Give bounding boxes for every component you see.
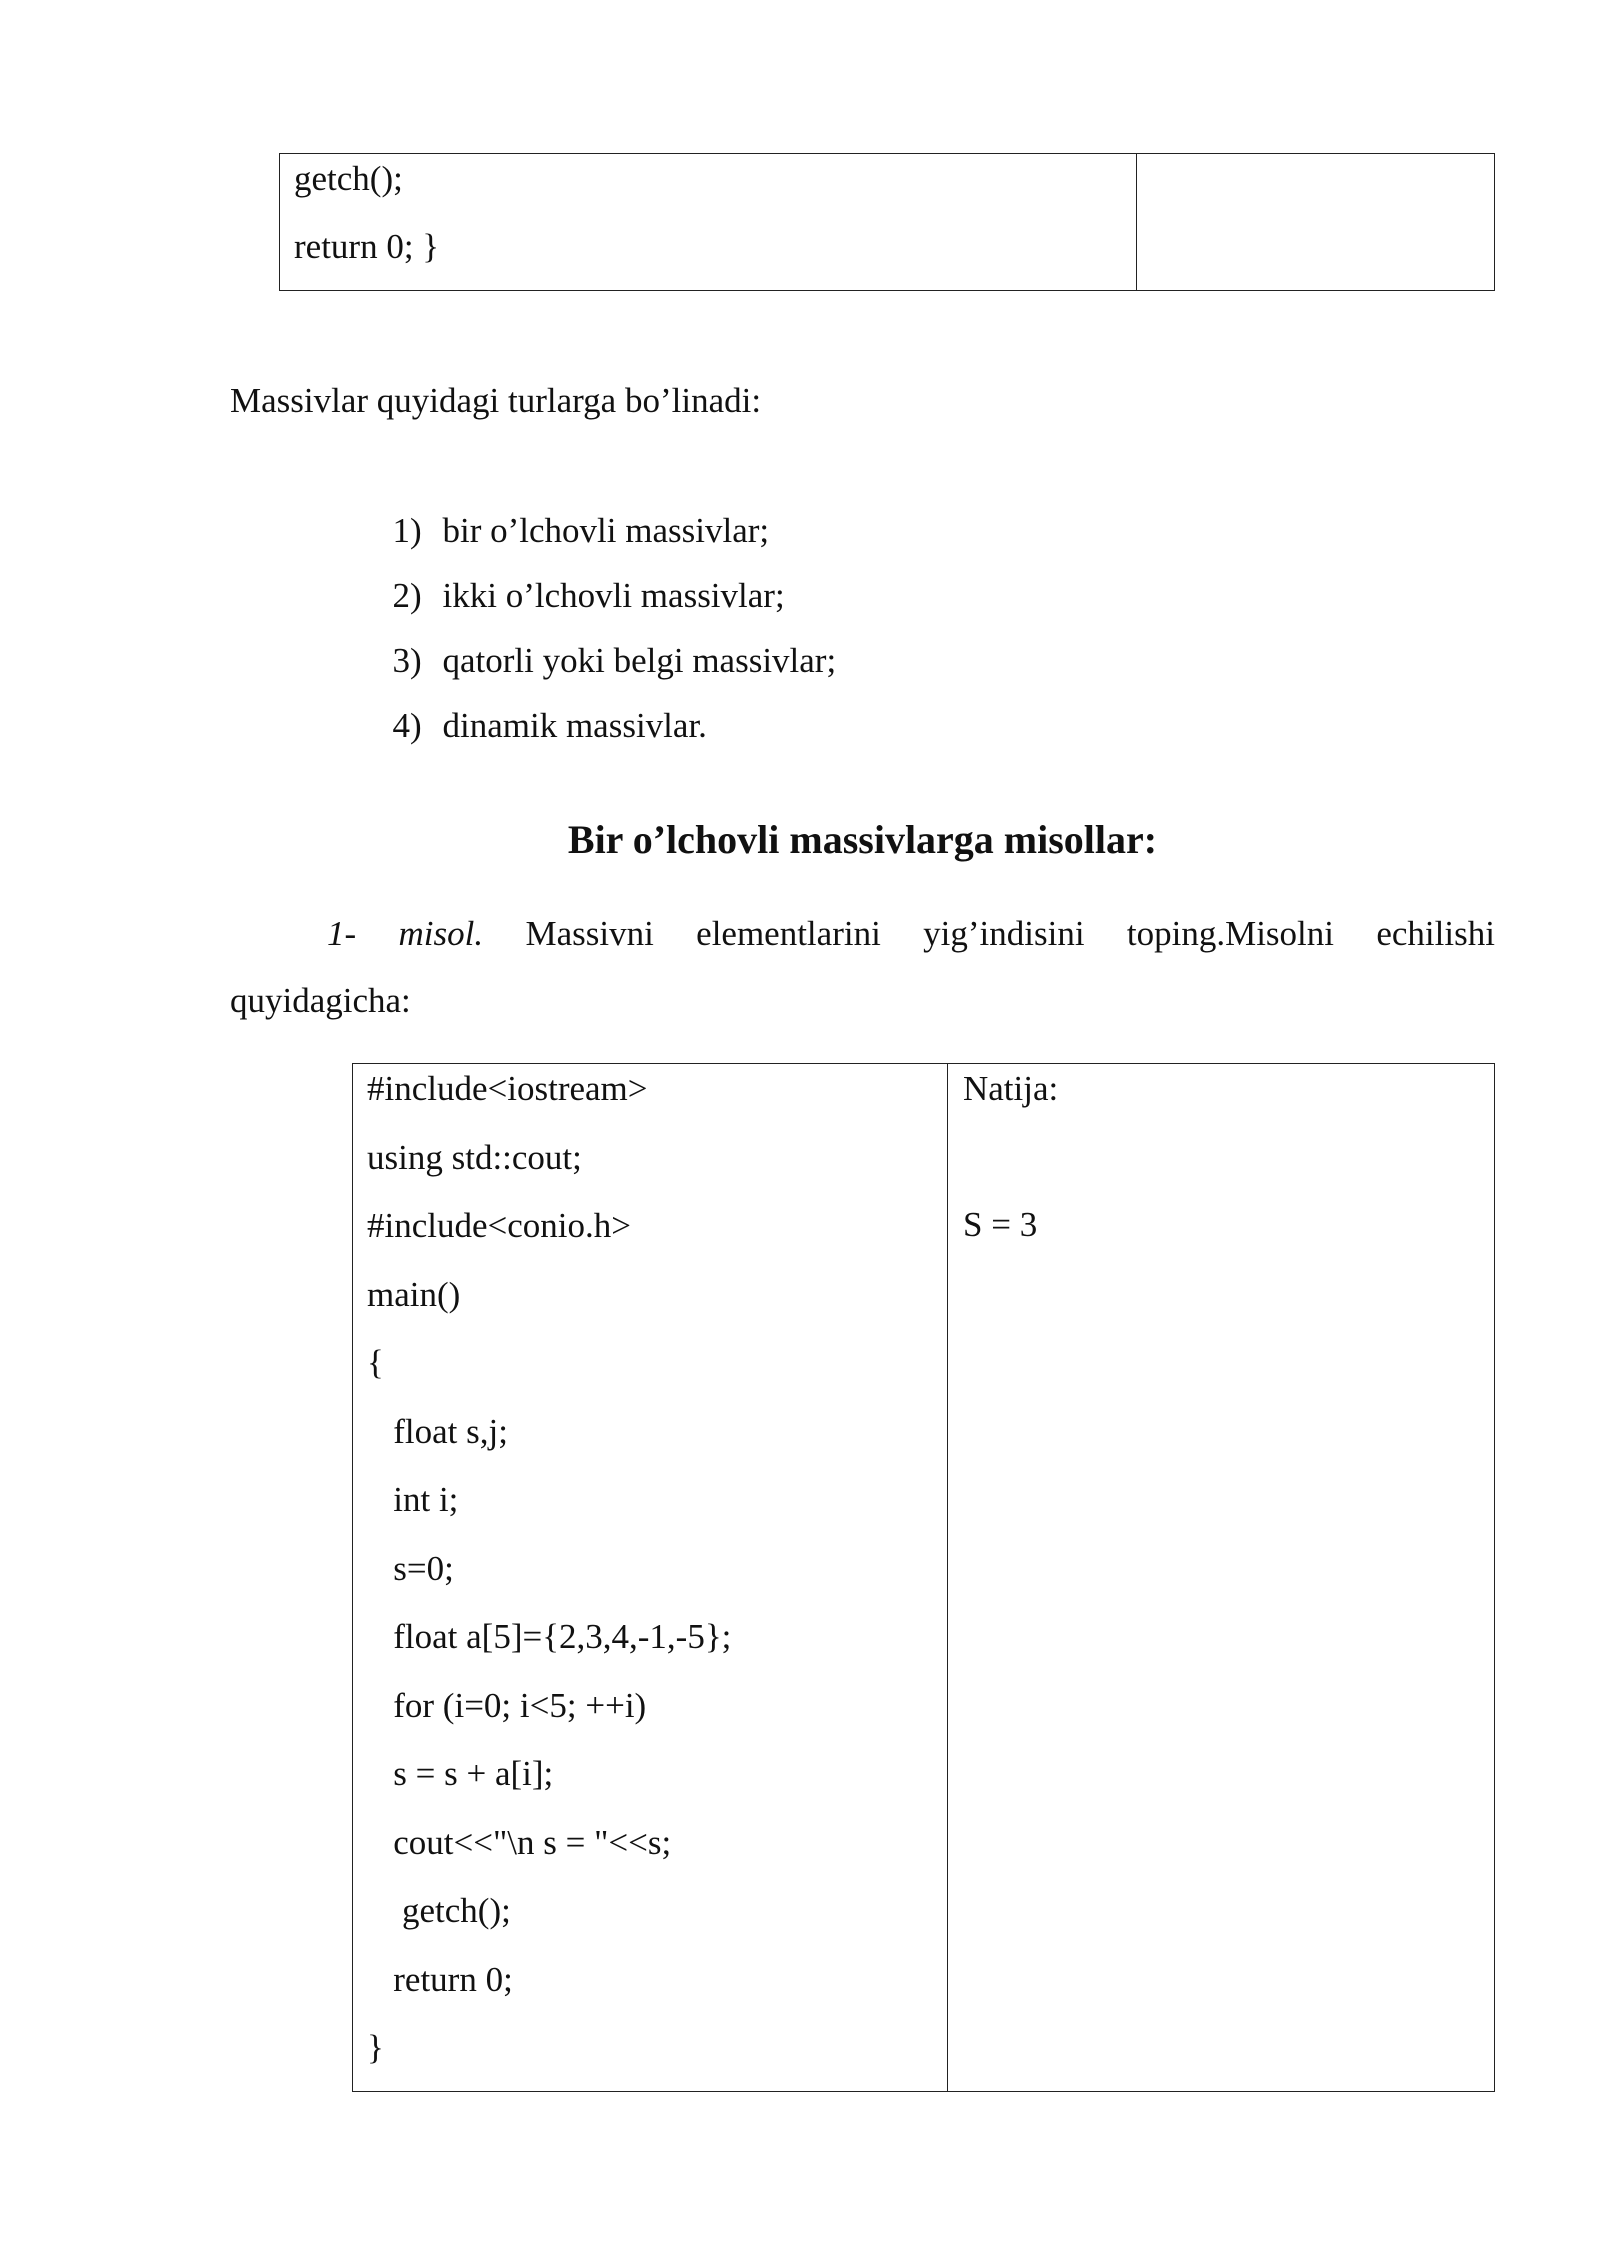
code-line: s = s + a[i]; — [367, 1754, 554, 1793]
list-number: 4) — [392, 706, 422, 745]
code-continuation-table — [279, 153, 1495, 291]
list-text: qatorli yoki belgi massivlar; — [442, 641, 837, 680]
code-line: #include<iostream> — [367, 1069, 648, 1108]
code-line: #include<conio.h> — [367, 1206, 632, 1245]
code-line: s=0; — [367, 1548, 454, 1588]
example-label-number: 1- — [327, 914, 357, 953]
table-divider — [947, 1064, 948, 2091]
code-line: int i; — [367, 1480, 459, 1519]
code-line: { — [367, 1343, 384, 1382]
example-word: Massivni — [525, 914, 654, 953]
example-paragraph-line — [327, 913, 1495, 955]
example-word: elementlarini — [696, 914, 881, 953]
list-number: 2) — [392, 576, 422, 615]
example-word: toping.Misolni — [1126, 914, 1335, 953]
section-heading: Bir o’lchovli massivlarga misollar: — [567, 817, 1158, 862]
list-item — [375, 663, 707, 747]
list-text: dinamik massivlar. — [442, 706, 707, 745]
table-divider — [1136, 154, 1137, 290]
code-line: main() — [367, 1274, 461, 1314]
code-line: getch(); — [367, 1891, 511, 1930]
result-label: Natija: — [963, 1069, 1059, 1108]
code-line: using std::cout; — [367, 1137, 582, 1177]
example-paragraph-continuation: quyidagicha: — [230, 981, 411, 1020]
example-label-word: misol. — [398, 914, 484, 953]
example-word: echilishi — [1376, 914, 1495, 953]
list-text: ikki o’lchovli massivlar; — [442, 576, 785, 615]
list-number: 3) — [392, 641, 422, 680]
intro-paragraph: Massivlar quyidagi turlarga bo’linadi: — [230, 381, 762, 420]
code-line: getch(); — [294, 159, 403, 198]
code-line: return 0; — [367, 1959, 513, 1999]
code-example-table — [352, 1063, 1495, 2092]
code-line: return 0; } — [294, 227, 440, 266]
code-line: for (i=0; i<5; ++i) — [367, 1685, 647, 1725]
list-number: 1) — [392, 511, 422, 550]
code-line: float s,j; — [367, 1411, 508, 1451]
code-line: cout<<"\n s = "<<s; — [367, 1822, 672, 1862]
result-value: S = 3 — [963, 1205, 1038, 1244]
code-line: } — [367, 2028, 384, 2067]
code-line: float a[5]={2,3,4,-1,-5}; — [367, 1617, 732, 1656]
example-word: yig’indisini — [923, 914, 1085, 953]
list-text: bir o’lchovli massivlar; — [442, 511, 770, 550]
